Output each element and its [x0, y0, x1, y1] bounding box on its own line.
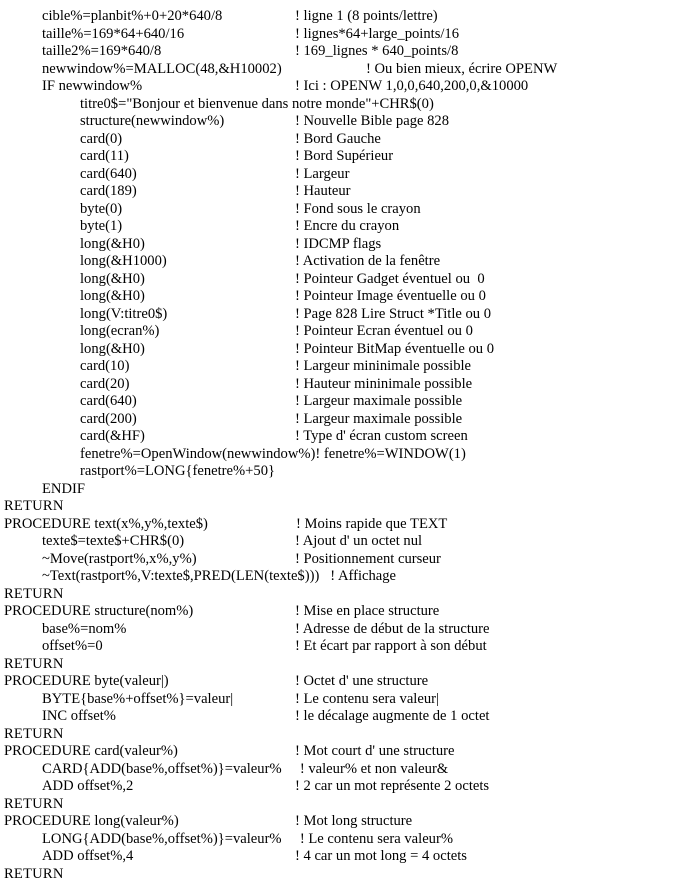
code-comment: ! Ici : OPENW 1,0,0,640,200,0,&10000: [295, 78, 529, 94]
code-text: CARD{ADD(base%,offset%)}=valeur% ! valeur% et non valeur&: [42, 760, 449, 777]
code-text: card(189): [80, 183, 137, 199]
code-text: ~Text(rastport%,V:texte$,PRED(LEN(texte$))) ! Affichage: [42, 568, 397, 584]
code-text: PROCEDURE byte(valeur|): [4, 673, 169, 689]
code-text: titre0$="Bonjour et bienvenue dans notre monde"+CHR$(0): [80, 95, 434, 112]
code-comment: ! Pointeur Image éventuelle ou 0: [295, 288, 486, 304]
code-comment: ! Adresse de début de la structure: [295, 620, 490, 637]
code-comment: ! Pointeur Ecran éventuel ou 0: [295, 323, 473, 339]
code-text: newwindow%=MALLOC(48,&H10002): [42, 60, 282, 77]
code-comment: ! Hauteur: [295, 183, 351, 199]
code-text: card(640): [80, 393, 137, 409]
code-text: PROCEDURE structure(nom%): [4, 603, 194, 619]
code-text: offset%=0: [42, 638, 103, 654]
code-comment: ! lignes*64+large_points/16: [295, 25, 460, 42]
code-comment: ! Le contenu sera valeur|: [295, 690, 439, 707]
code-text: RETURN: [4, 498, 64, 514]
code-text: long(ecran%): [80, 323, 160, 339]
code-text: IF newwindow%: [42, 78, 143, 94]
code-comment: ! Page 828 Lire Struct *Title ou 0: [295, 305, 492, 322]
code-text: PROCEDURE card(valeur%): [4, 743, 178, 759]
code-text: PROCEDURE text(x%,y%,texte$): [4, 515, 208, 532]
code-text: taille%=169*64+640/16: [42, 25, 185, 42]
code-text: ADD offset%,4: [42, 848, 134, 864]
code-comment: ! Activation de la fenêtre: [295, 253, 441, 269]
code-text: byte(0): [80, 200, 123, 217]
code-text: RETURN: [4, 725, 64, 742]
code-text: cible%=planbit%+0+20*640/8: [42, 8, 223, 24]
code-text: rastport%=LONG{fenetre%+50}: [80, 463, 275, 479]
code-comment: ! Positionnement curseur: [295, 550, 441, 567]
code-text: long(&H0): [80, 288, 145, 304]
code-text: card(640): [80, 165, 137, 182]
code-text: fenetre%=OpenWindow(newwindow%)! fenetre%=WINDOW(1): [80, 445, 466, 462]
code-comment: ! Ou bien mieux, écrire OPENW: [366, 60, 558, 77]
code-comment: ! Pointeur Gadget éventuel ou 0: [295, 270, 485, 287]
code-text: RETURN: [4, 585, 64, 602]
code-text: taille2%=169*640/8: [42, 43, 162, 59]
code-text: LONG{ADD(base%,offset%)}=valeur% ! Le contenu sera valeur%: [42, 830, 453, 847]
code-comment: ! ligne 1 (8 points/lettre): [295, 8, 438, 24]
code-text: card(&HF): [80, 428, 145, 444]
code-comment: ! Moins rapide que TEXT: [296, 515, 448, 532]
code-comment: ! Bord Supérieur: [295, 148, 394, 164]
code-text: ADD offset%,2: [42, 778, 134, 794]
code-comment: ! 4 car un mot long = 4 octets: [295, 848, 467, 864]
code-comment: ! Et écart par rapport à son début: [295, 638, 487, 654]
code-text: byte(1): [80, 218, 123, 234]
code-comment: ! Pointeur BitMap éventuelle ou 0: [295, 340, 495, 357]
code-text: long(&H1000): [80, 253, 167, 269]
code-text: long(&H0): [80, 270, 145, 287]
code-comment: ! Octet d' une structure: [295, 673, 429, 689]
code-text: card(20): [80, 375, 130, 392]
code-text: card(10): [80, 358, 130, 374]
code-text: RETURN: [4, 865, 64, 882]
code-comment: ! Fond sous le crayon: [295, 200, 421, 217]
code-comment: ! le décalage augmente de 1 octet: [295, 708, 490, 724]
code-text: BYTE{base%+offset%}=valeur|: [42, 690, 234, 707]
code-text: long(&H0): [80, 340, 145, 357]
code-comment: ! Type d' écran custom screen: [295, 428, 468, 444]
code-comment: ! Bord Gauche: [295, 130, 381, 147]
code-comment: ! Hauteur mininimale possible: [295, 375, 473, 392]
code-text: RETURN: [4, 795, 64, 812]
code-text: ENDIF: [42, 480, 85, 497]
code-text: card(0): [80, 130, 123, 147]
code-comment: ! Nouvelle Bible page 828: [295, 113, 450, 129]
code-comment: ! Largeur maximale possible: [295, 410, 463, 427]
code-comment: ! Largeur mininimale possible: [295, 358, 472, 374]
code-comment: ! Mot court d' une structure: [295, 743, 455, 759]
code-comment: ! IDCMP flags: [295, 235, 382, 252]
code-comment: ! Largeur maximale possible: [295, 393, 463, 409]
code-comment: ! Mise en place structure: [295, 603, 440, 619]
code-text: card(200): [80, 410, 137, 427]
code-comment: ! Ajout d' un octet nul: [295, 533, 423, 549]
code-text: long(V:titre0$): [80, 305, 168, 322]
code-text: RETURN: [4, 655, 64, 672]
code-comment: ! Encre du crayon: [295, 218, 400, 234]
code-text: base%=nom%: [42, 620, 127, 637]
code-text: INC offset%: [42, 708, 116, 724]
code-text: card(11): [80, 148, 129, 164]
code-text: structure(newwindow%): [80, 113, 225, 129]
code-text: PROCEDURE long(valeur%): [4, 813, 179, 829]
code-text: long(&H0): [80, 235, 145, 252]
code-text: ~Move(rastport%,x%,y%): [42, 550, 197, 567]
code-comment: ! Largeur: [295, 165, 350, 182]
code-comment: ! 2 car un mot représente 2 octets: [295, 778, 490, 794]
code-comment: ! Mot long structure: [295, 813, 413, 829]
code-text: texte$=texte$+CHR$(0): [42, 533, 185, 549]
code-comment: ! 169_lignes * 640_points/8: [295, 43, 459, 59]
